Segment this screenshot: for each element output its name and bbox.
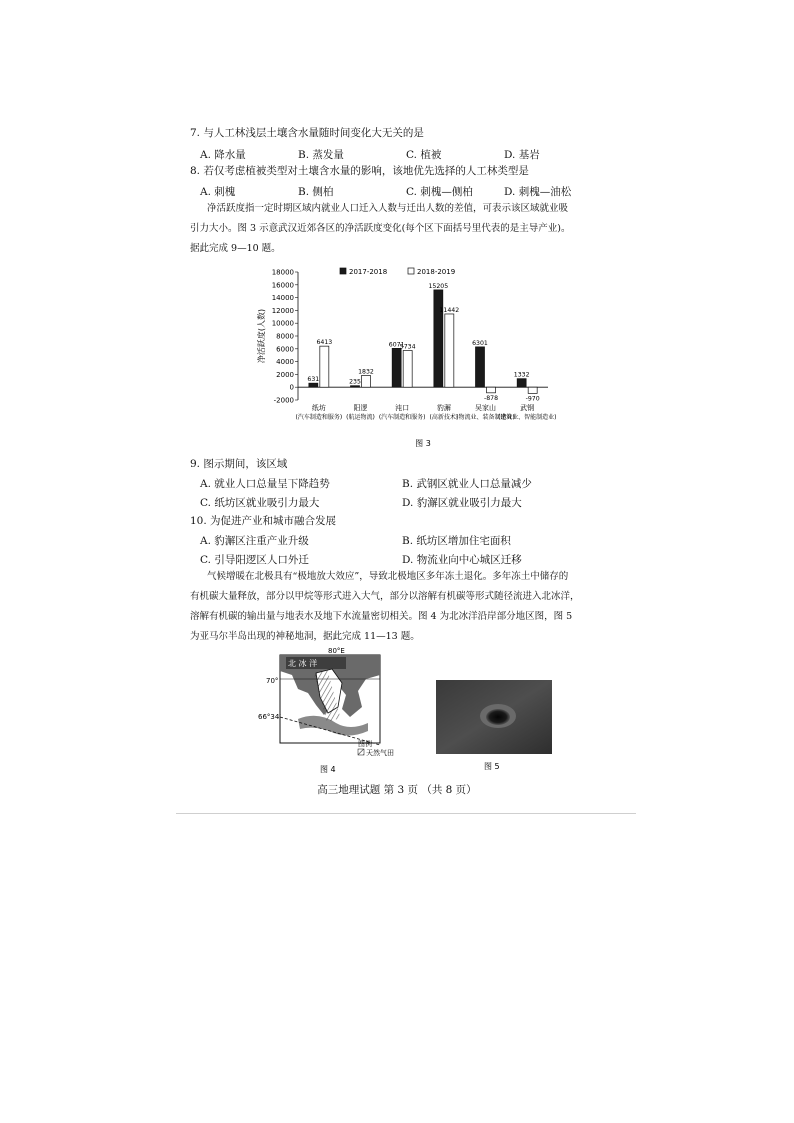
longitude-label: 80°E xyxy=(328,647,345,655)
q8-option-d: D. 刺槐—油松 xyxy=(504,186,572,198)
bar-value-label: -970 xyxy=(525,395,540,403)
passage2-line3: 溶解有机碳的输出量与地表水及地下水流量密切相关。图 4 为北冰洋沿岸部分地区图，图 5 xyxy=(190,611,573,622)
passage2-line2: 有机碳大量释放，部分以甲烷等形式进入大气，部分以溶解有机碳等形式随径流进入北冰洋， xyxy=(190,591,580,602)
net-activity-bar-chart xyxy=(250,262,580,452)
y-axis-label: 净活跃度(人数) xyxy=(257,308,266,364)
bar-value-label: 235 xyxy=(349,378,361,386)
bar-value-label: 6071 xyxy=(388,341,405,349)
q7-stem: 7. 与人工林浅层土壤含水量随时间变化大无关的是 xyxy=(190,127,424,139)
bar-value-label: 15205 xyxy=(428,282,449,290)
y-tick-label: 12000 xyxy=(271,306,294,315)
ocean-label: 北 冰 洋 xyxy=(288,659,318,668)
passage2-line1: 气候增暖在北极具有“极地放大效应”，导致北极地区多年冻土退化。多年冻土中储存的 xyxy=(207,571,569,582)
y-tick-label: 6000 xyxy=(276,345,294,354)
bar-value-label: 1832 xyxy=(358,368,374,376)
legend-gas-field-label: 天然气田 xyxy=(366,749,394,757)
category-industry-label: (航运物流) xyxy=(346,414,375,421)
bar-value-label: 5734 xyxy=(399,343,416,351)
q9-option-c: C. 纸坊区就业吸引力最大 xyxy=(200,497,320,509)
q9-stem: 9. 图示期间，该区域 xyxy=(190,458,288,470)
category-industry-label: (物流业、装备制造业) xyxy=(456,414,515,421)
bar-2017-2018 xyxy=(392,348,401,387)
y-tick-label: 14000 xyxy=(271,294,294,303)
q7-option-a: A. 降水量 xyxy=(200,149,246,161)
q7-option-b: B. 蒸发量 xyxy=(298,149,344,161)
q9-option-b: B. 武钢区就业人口总量减少 xyxy=(402,478,532,490)
crater-hole xyxy=(486,709,510,725)
passage1-line1: 净活跃度指一定时期区域内就业人口迁入人数与迁出人数的差值，可表示该区域就业吸 xyxy=(207,203,569,214)
q10-option-b: B. 纸坊区增加住宅面积 xyxy=(402,535,511,547)
y-tick-label: 8000 xyxy=(276,332,294,341)
category-label: 沌口 xyxy=(395,404,410,412)
q10-option-c: C. 引导阳逻区人口外迁 xyxy=(200,554,309,566)
legend-title: 图例 xyxy=(358,740,372,748)
sinkhole-photo xyxy=(436,680,552,772)
y-tick-label: 2000 xyxy=(276,370,294,379)
bar-2017-2018 xyxy=(517,379,526,388)
latitude-arctic-circle-label: 66°34′ xyxy=(258,713,281,721)
y-tick-label: 18000 xyxy=(271,268,294,277)
q10-option-d: D. 物流业向中心城区迁移 xyxy=(402,554,522,566)
page-footer: 高三地理试题 第 3 页 （共 8 页） xyxy=(317,784,477,796)
passage2-line4: 为亚马尔半岛出现的神秘地洞，据此完成 11—13 题。 xyxy=(190,631,420,642)
q8-option-b: B. 侧柏 xyxy=(298,186,334,198)
category-industry-label: (高新技术) xyxy=(429,414,459,421)
y-tick-label: -2000 xyxy=(273,396,294,405)
legend-swatch xyxy=(408,268,414,274)
q10-option-a: A. 豹澥区注重产业升级 xyxy=(200,535,309,547)
fig4-caption: 图 4 xyxy=(320,765,336,774)
category-industry-label: (建筑业、智能制造业) xyxy=(497,414,557,421)
bar-2017-2018 xyxy=(309,383,318,387)
fig5-caption: 图 5 xyxy=(484,762,500,771)
q9-option-a: A. 就业人口总量呈下降趋势 xyxy=(200,478,330,490)
bar-2018-2019 xyxy=(487,387,496,393)
q7-option-d: D. 基岩 xyxy=(504,149,540,161)
latitude-70-label: 70° xyxy=(266,677,279,685)
bar-2018-2019 xyxy=(362,375,371,387)
bar-2018-2019 xyxy=(445,314,454,387)
legend-gas-field-swatch xyxy=(358,749,364,755)
bar-2017-2018 xyxy=(434,290,443,387)
bar-value-label: 631 xyxy=(307,376,320,384)
category-label: 阳逻 xyxy=(353,404,368,412)
bar-2018-2019 xyxy=(403,351,412,388)
passage1-line3: 据此完成 9—10 题。 xyxy=(190,243,281,254)
category-industry-label: (汽车制造和服务) xyxy=(378,414,426,421)
y-tick-label: 0 xyxy=(289,383,294,392)
category-label: 豹澥 xyxy=(436,404,451,412)
bar-value-label: 1332 xyxy=(513,371,530,379)
bar-value-label: 6413 xyxy=(316,339,333,347)
q8-stem: 8. 若仅考虑植被类型对土壤含水量的影响，该地优先选择的人工林类型是 xyxy=(190,165,529,177)
page-divider xyxy=(176,813,636,814)
q8-option-c: C. 刺槐—侧柏 xyxy=(406,186,473,198)
legend-swatch xyxy=(340,268,346,274)
category-industry-label: (汽车制造和服务) xyxy=(295,414,343,421)
q9-option-d: D. 豹澥区就业吸引力最大 xyxy=(402,497,522,509)
bar-2018-2019 xyxy=(528,387,537,393)
y-tick-label: 16000 xyxy=(271,281,294,290)
category-label: 武钢 xyxy=(520,404,535,412)
bar-2017-2018 xyxy=(351,386,360,388)
category-label: 纸坊 xyxy=(311,404,326,412)
legend-label: 2018-2019 xyxy=(417,268,456,276)
y-tick-label: 10000 xyxy=(271,319,294,328)
bar-2018-2019 xyxy=(320,346,329,387)
bar-2017-2018 xyxy=(476,347,485,387)
bar-value-label: 11442 xyxy=(439,306,460,314)
q10-stem: 10. 为促进产业和城市融合发展 xyxy=(190,515,337,527)
bar-value-label: 6301 xyxy=(472,339,488,347)
q8-option-a: A. 刺槐 xyxy=(200,186,236,198)
legend-label: 2017-2018 xyxy=(349,268,388,276)
category-label: 吴家山 xyxy=(475,404,496,412)
passage1-line2: 引力大小。图 3 示意武汉近郊各区的净活跃度变化(每个区下面括号里代表的是主导产业)。 xyxy=(190,223,571,234)
fig3-caption: 图 3 xyxy=(415,439,431,448)
arctic-coast-map xyxy=(258,645,408,775)
q7-option-c: C. 植被 xyxy=(406,149,442,161)
bar-value-label: -878 xyxy=(483,394,499,402)
y-tick-label: 4000 xyxy=(276,358,294,367)
